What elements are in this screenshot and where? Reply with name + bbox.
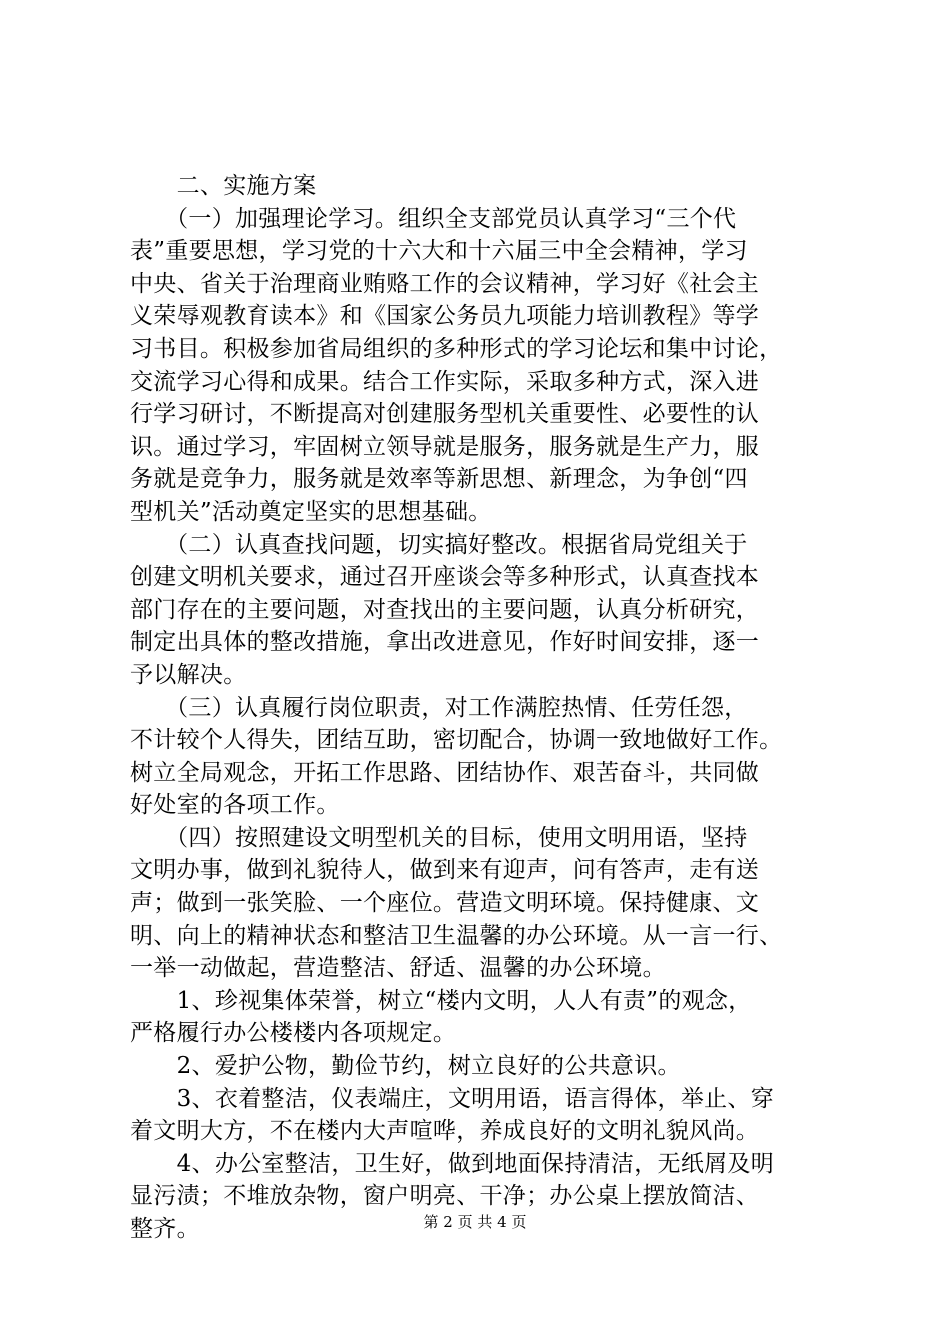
text-line: 务就是竞争力，服务就是效率等新思想、新理念，为争创“四	[130, 466, 748, 493]
text-line: 行学习研讨，不断提高对创建服务型机关重要性、必要性的认	[130, 401, 760, 428]
text-line: 予以解决。	[130, 661, 247, 688]
text-line: 中央、省关于治理商业贿赂工作的会议精神，学习好《社会主	[130, 270, 760, 297]
text-line: 2、爱护公物，勤俭节约，树立良好的公共意识。	[130, 1053, 681, 1080]
text-line: 表”重要思想，学习党的十六大和十六届三中全会精神，学习	[130, 238, 748, 265]
text-line: 1、珍视集体荣誉，树立“楼内文明，人人有责”的观念，	[130, 987, 752, 1014]
text-line: 习书目。积极参加省局组织的多种形式的学习论坛和集中讨论，	[130, 335, 783, 362]
text-line: 义荣辱观教育读本》和《国家公务员九项能力培训教程》等学	[130, 303, 760, 330]
text-line: 4、办公室整洁，卫生好，做到地面保持清洁，无纸屑及明	[130, 1150, 775, 1177]
text-line: 型机关”活动奠定坚实的思想基础。	[130, 498, 492, 525]
text-line: 好处室的各项工作。	[130, 792, 340, 819]
text-line: 二、实施方案	[130, 173, 317, 199]
text-line: 创建文明机关要求，通过召开座谈会等多种形式，认真查找本	[130, 564, 760, 591]
text-line: 文明办事，做到礼貌待人，做到来有迎声，问有答声，走有送	[130, 857, 760, 884]
text-line: 显污渍；不堆放杂物，窗户明亮、干净；办公桌上摆放简洁、	[130, 1183, 760, 1210]
document-body	[130, 170, 830, 1246]
page-footer: 第 2 页 共 4 页	[423, 1213, 527, 1231]
text-line: 声；做到一张笑脸、一个座位。营造文明环境。保持健康、文	[130, 890, 760, 917]
text-line: 树立全局观念，开拓工作思路、团结协作、艰苦奋斗，共同做	[130, 759, 760, 786]
text-line: （四）按照建设文明型机关的目标，使用文明用语，坚持	[130, 824, 748, 851]
text-line: 一举一动做起，营造整洁、舒适、温馨的办公环境。	[130, 955, 666, 982]
text-line: 识。通过学习，牢固树立领导就是服务，服务就是生产力，服	[130, 433, 760, 460]
text-line: 制定出具体的整改措施，拿出改进意见，作好时间安排，逐一	[130, 629, 760, 656]
text-line: （三）认真履行岗位职责，对工作满腔热情、任劳任怨，	[130, 694, 748, 721]
text-line: 不计较个人得失，团结互助，密切配合，协调一致地做好工作。	[130, 727, 783, 754]
text-line: 明、向上的精神状态和整洁卫生温馨的办公环境。从一言一行、	[130, 922, 783, 949]
text-line: 部门存在的主要问题，对查找出的主要问题，认真分析研究，	[130, 596, 760, 623]
text-line: （一）加强理论学习。组织全支部党员认真学习“三个代	[130, 205, 737, 232]
text-line: （二）认真查找问题，切实搞好整改。根据省局党组关于	[130, 531, 748, 558]
text-line: 整齐。	[130, 1216, 200, 1242]
text-line: 3、衣着整洁，仪表端庄，文明用语，语言得体，举止、穿	[130, 1085, 775, 1112]
text-line: 交流学习心得和成果。结合工作实际，采取多种方式，深入进	[130, 368, 760, 395]
text-line: 严格履行办公楼楼内各项规定。	[130, 1020, 457, 1047]
text-line: 着文明大方，不在楼内大声喧哗，养成良好的文明礼貌风尚。	[130, 1118, 760, 1145]
